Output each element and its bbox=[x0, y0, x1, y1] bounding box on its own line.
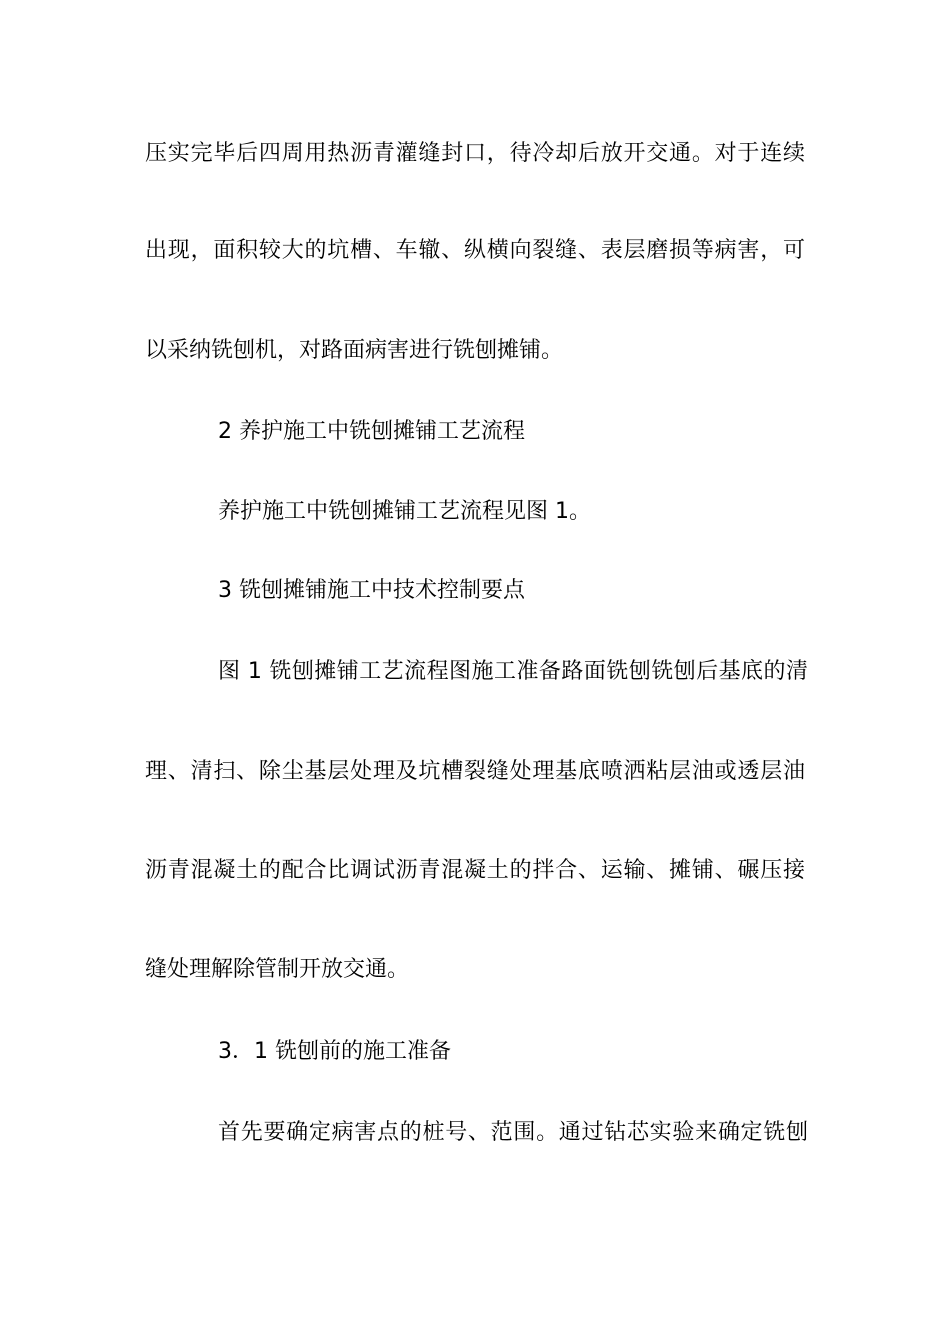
section-heading: 2 养护施工中铣刨摊铺工艺流程 bbox=[218, 419, 525, 444]
body-text-line: 首先要确定病害点的桩号、范围。通过钻芯实验来确定铣刨 bbox=[218, 1120, 808, 1145]
body-text-line: 理、清扫、除尘基层处理及坑槽裂缝处理基底喷洒粘层油或透层油 bbox=[145, 759, 805, 784]
body-text-line: 以采纳铣刨机，对路面病害进行铣刨摊铺。 bbox=[145, 338, 564, 363]
body-text-line: 压实完毕后四周用热沥青灌缝封口，待冷却后放开交通。对于连续 bbox=[145, 141, 805, 166]
body-text-line: 养护施工中铣刨摊铺工艺流程见图 1。 bbox=[218, 499, 591, 524]
body-text-line: 出现，面积较大的坑槽、车辙、纵横向裂缝、表层磨损等病害，可 bbox=[145, 238, 805, 263]
section-heading: 3 铣刨摊铺施工中技术控制要点 bbox=[218, 578, 525, 603]
section-heading: 3．1 铣刨前的施工准备 bbox=[218, 1039, 451, 1064]
body-text-line: 沥青混凝土的配合比调试沥青混凝土的拌合、运输、摊铺、碾压接 bbox=[145, 858, 805, 883]
body-text-line: 缝处理解除管制开放交通。 bbox=[145, 957, 410, 982]
body-text-line: 图 1 铣刨摊铺工艺流程图施工准备路面铣刨铣刨后基底的清 bbox=[218, 659, 808, 684]
